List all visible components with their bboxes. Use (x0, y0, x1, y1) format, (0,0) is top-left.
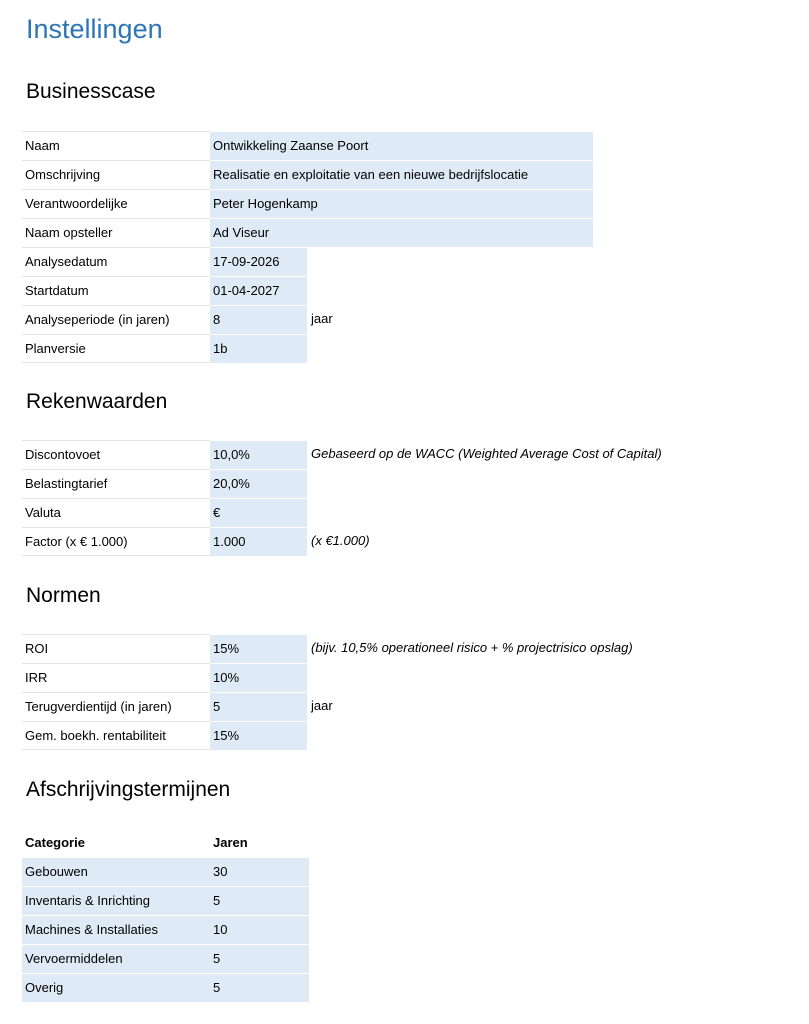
row-discontovoet (22, 440, 662, 469)
note-roi: (bijv. 10,5% operationeel risico + % projectrisico opslag) (311, 640, 633, 655)
input-valuta[interactable]: € (210, 498, 307, 527)
note-factor: (x €1.000) (311, 533, 370, 548)
label-terugverdientijd: Terugverdientijd (in jaren) (22, 692, 210, 721)
page-title: Instellingen (26, 14, 163, 44)
categorie-cell: Inventaris & Inrichting (25, 893, 151, 908)
row-verantwoordelijke (22, 189, 593, 218)
categorie-cell: Overig (25, 980, 64, 995)
label-discontovoet: Discontovoet (22, 440, 210, 469)
table-row (22, 886, 309, 915)
row-terugverdientijd (22, 692, 633, 721)
label-planversie: Planversie (22, 334, 210, 363)
table-row (22, 973, 309, 1002)
jaren-input[interactable]: 5 (213, 951, 221, 966)
label-roi: ROI (22, 634, 210, 663)
input-naam-opsteller[interactable]: Ad Viseur (210, 218, 593, 247)
input-startdatum[interactable]: 01-04-2027 (210, 276, 307, 305)
header-categorie: Categorie (25, 835, 85, 850)
table-row (22, 944, 309, 973)
categorie-cell: Vervoermiddelen (25, 951, 123, 966)
row-valuta (22, 498, 662, 527)
row-omschrijving (22, 160, 593, 189)
row-belastingtarief (22, 469, 662, 498)
row-analyseperiode (22, 305, 593, 334)
label-valuta: Valuta (22, 498, 210, 527)
input-roi[interactable]: 15% (210, 634, 307, 663)
section-title-normen: Normen (26, 584, 101, 607)
row-startdatum (22, 276, 593, 305)
input-irr[interactable]: 10% (210, 663, 307, 692)
label-analyseperiode: Analyseperiode (in jaren) (22, 305, 210, 334)
label-rentabiliteit: Gem. boekh. rentabiliteit (22, 721, 210, 750)
afschrijving-table (22, 828, 309, 1002)
businesscase-table (22, 131, 593, 363)
row-factor (22, 527, 662, 556)
jaren-input[interactable]: 5 (213, 980, 221, 995)
input-verantwoordelijke[interactable]: Peter Hogenkamp (210, 189, 593, 218)
label-irr: IRR (22, 663, 210, 692)
note-terugverdientijd: jaar (311, 698, 333, 713)
categorie-cell: Gebouwen (25, 864, 88, 879)
input-analysedatum[interactable]: 17-09-2026 (210, 247, 307, 276)
rekenwaarden-table (22, 440, 662, 556)
input-terugverdientijd[interactable]: 5 (210, 692, 307, 721)
label-omschrijving: Omschrijving (22, 160, 210, 189)
label-analysedatum: Analysedatum (22, 247, 210, 276)
input-naam[interactable]: Ontwikkeling Zaanse Poort (210, 131, 593, 160)
label-naam: Naam (22, 131, 210, 160)
row-roi (22, 634, 633, 663)
header-jaren: Jaren (213, 835, 248, 850)
jaren-input[interactable]: 5 (213, 893, 221, 908)
normen-table (22, 634, 633, 750)
input-discontovoet[interactable]: 10,0% (210, 440, 307, 469)
input-omschrijving[interactable]: Realisatie en exploitatie van een nieuwe bedrijfslocatie (210, 160, 593, 189)
input-belastingtarief[interactable]: 20,0% (210, 469, 307, 498)
section-title-afschrijving: Afschrijvingstermijnen (26, 778, 231, 801)
section-title-rekenwaarden: Rekenwaarden (26, 390, 168, 413)
label-verantwoordelijke: Verantwoordelijke (22, 189, 210, 218)
jaren-input[interactable]: 30 (213, 864, 228, 879)
section-title-businesscase: Businesscase (26, 80, 156, 103)
label-factor: Factor (x € 1.000) (22, 527, 210, 556)
label-belastingtarief: Belastingtarief (22, 469, 210, 498)
input-analyseperiode[interactable]: 8 (210, 305, 307, 334)
categorie-cell: Machines & Installaties (25, 922, 158, 937)
row-irr (22, 663, 633, 692)
table-header (22, 828, 309, 857)
input-factor[interactable]: 1.000 (210, 527, 307, 556)
row-naam (22, 131, 593, 160)
row-analysedatum (22, 247, 593, 276)
input-rentabiliteit[interactable]: 15% (210, 721, 307, 750)
label-startdatum: Startdatum (22, 276, 210, 305)
row-naam-opsteller (22, 218, 593, 247)
row-planversie (22, 334, 593, 363)
row-rentabiliteit (22, 721, 633, 750)
table-row (22, 857, 309, 886)
input-planversie[interactable]: 1b (210, 334, 307, 363)
table-row (22, 915, 309, 944)
note-analyseperiode: jaar (311, 311, 333, 326)
note-discontovoet: Gebaseerd op de WACC (Weighted Average Cost of Capital) (311, 446, 662, 461)
jaren-input[interactable]: 10 (213, 922, 228, 937)
label-naam-opsteller: Naam opsteller (22, 218, 210, 247)
